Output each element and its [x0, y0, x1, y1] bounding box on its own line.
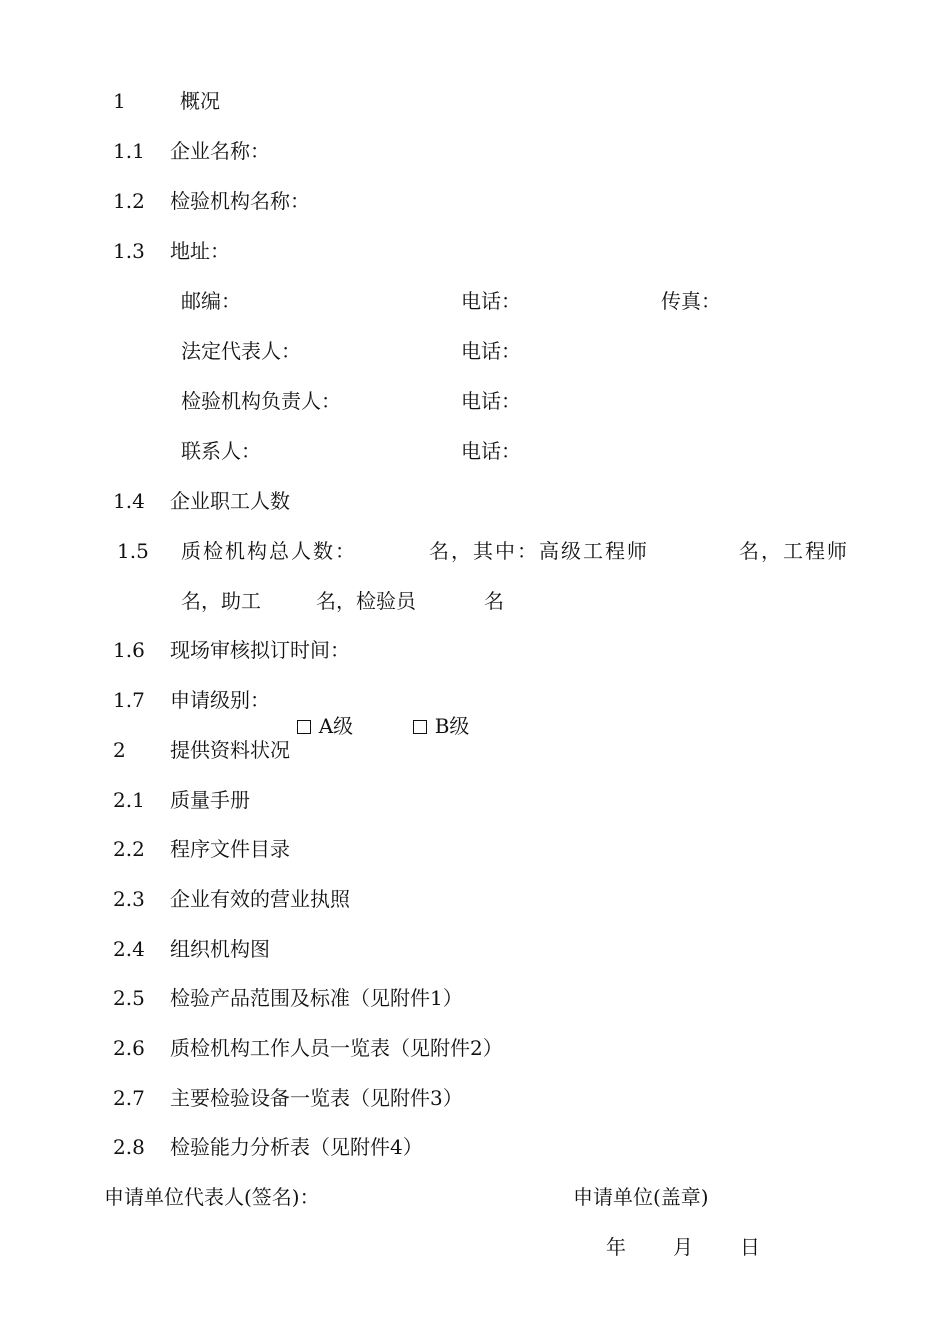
- item-1-2-number: 1.2: [113, 189, 145, 213]
- senior-engineer-label: 名，其中：高级工程师: [429, 539, 649, 563]
- item-2-4-number: 2.4: [113, 937, 145, 961]
- inspector-label: 名，检验员: [316, 589, 416, 613]
- list-item: 主要检验设备一览表（见附件3）: [170, 1086, 463, 1110]
- list-item: 组织机构图: [170, 937, 270, 961]
- legal-rep-phone-label: 电话：: [461, 339, 521, 363]
- contact-phone-label: 电话：: [461, 439, 521, 463]
- representative-signature-label: 申请单位代表人(签名)：: [104, 1185, 320, 1209]
- date-month-label: 月: [673, 1235, 693, 1259]
- item-2-2-number: 2.2: [113, 837, 145, 861]
- item-1-3-number: 1.3: [113, 239, 145, 263]
- item-2-7-number: 2.7: [113, 1086, 145, 1110]
- assistant-label: 名，助工: [181, 589, 261, 613]
- item-2-8-number: 2.8: [113, 1135, 145, 1159]
- section-1-number: 1: [113, 89, 126, 113]
- company-name-label: 企业名称：: [170, 139, 270, 163]
- list-item: 质检机构工作人员一览表（见附件2）: [170, 1036, 503, 1060]
- item-1-6-number: 1.6: [113, 638, 145, 662]
- onsite-audit-time-label: 现场审核拟订时间：: [170, 638, 350, 662]
- postcode-phone-label: 电话：: [461, 289, 521, 313]
- section-1-title: 概况: [180, 89, 220, 113]
- level-b-option[interactable]: [400, 687, 470, 738]
- item-1-5-number: 1.5: [117, 539, 149, 563]
- fax-label: 传真：: [661, 289, 721, 313]
- address-label: 地址：: [170, 239, 230, 263]
- item-1-7-number: 1.7: [113, 688, 145, 712]
- section-2-number: 2: [113, 738, 126, 762]
- list-item: 检验产品范围及标准（见附件1）: [170, 986, 463, 1010]
- inspection-head-label: 检验机构负责人：: [181, 389, 341, 413]
- apply-level-label: 申请级别：: [170, 688, 270, 712]
- contact-label: 联系人：: [181, 439, 261, 463]
- level-b-checkbox[interactable]: [413, 720, 427, 734]
- level-a-checkbox[interactable]: [297, 720, 311, 734]
- legal-rep-label: 法定代表人：: [181, 339, 301, 363]
- postcode-label: 邮编：: [181, 289, 241, 313]
- list-item: 质量手册: [170, 788, 250, 812]
- item-2-3-number: 2.3: [113, 887, 145, 911]
- item-2-5-number: 2.5: [113, 986, 145, 1010]
- item-2-6-number: 2.6: [113, 1036, 145, 1060]
- list-item: 检验能力分析表（见附件4）: [170, 1135, 423, 1159]
- date-day-label: 日: [740, 1235, 760, 1259]
- inspector-unit-label: 名: [484, 589, 504, 613]
- item-1-4-number: 1.4: [113, 489, 145, 513]
- date-year-label: 年: [606, 1235, 626, 1259]
- level-a-text: A级: [318, 714, 354, 738]
- item-1-1-number: 1.1: [113, 139, 145, 163]
- inspection-head-phone-label: 电话：: [461, 389, 521, 413]
- qc-total-label: 质检机构总人数：: [181, 539, 357, 563]
- item-2-1-number: 2.1: [113, 788, 145, 812]
- list-item: 程序文件目录: [170, 837, 290, 861]
- list-item: 企业有效的营业执照: [170, 887, 350, 911]
- engineer-label: 名，工程师: [739, 539, 849, 563]
- level-a-option[interactable]: [284, 687, 354, 738]
- staff-count-label: 企业职工人数: [170, 489, 290, 513]
- level-b-text: B级: [434, 714, 470, 738]
- inspection-org-name-label: 检验机构名称：: [170, 189, 310, 213]
- applicant-seal-label: 申请单位(盖章): [573, 1185, 709, 1209]
- section-2-title: 提供资料状况: [170, 738, 290, 762]
